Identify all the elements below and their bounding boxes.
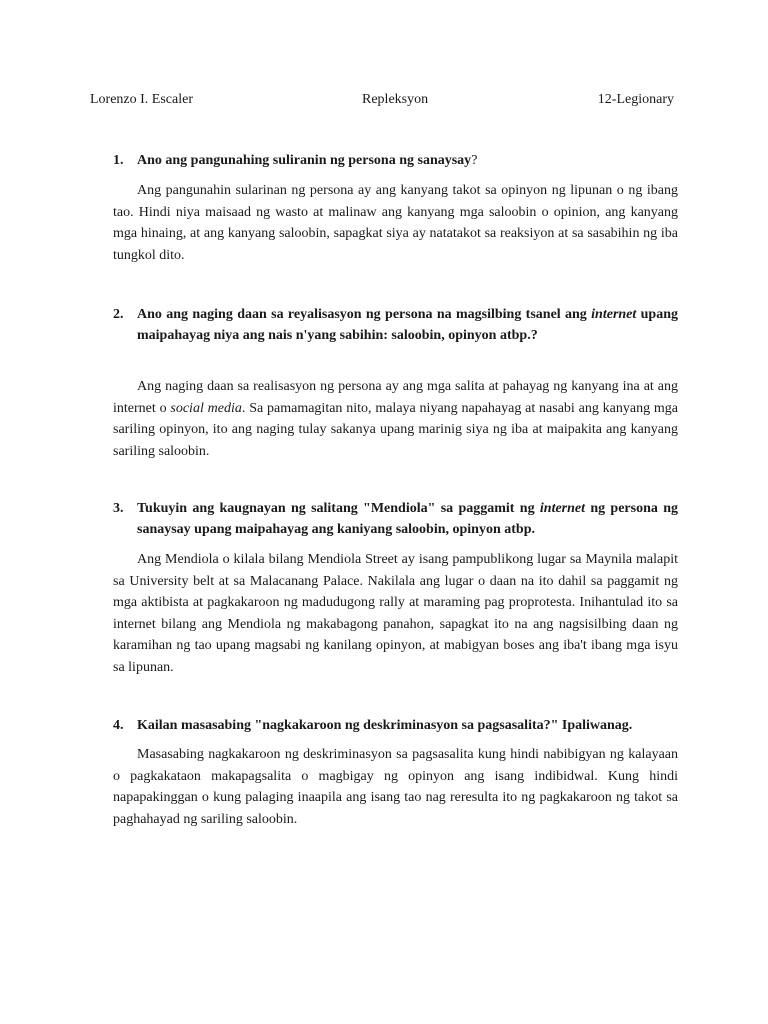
answer-4: Masasabing nagkakaroon ng deskriminasyon sa pagsasalita kung hindi nabibigyan ng kalayaan o pagkakataon makapagsalita o magbigay ng opinyon ang isang indibidwal. Kung hindi napapakinggan o kung palaging inaapila ang isang tao nag reresulta ito ng pagkakaroon ng takot sa paghahayad ng sariling saloobin. bbox=[113, 747, 678, 827]
question-4-text: Kailan masasabing "nagkakaroon ng deskriminasyon sa pagsasalita?" Ipaliwanag. bbox=[137, 718, 633, 733]
author-name: Lorenzo I. Escaler bbox=[90, 92, 193, 107]
question-2-text-b: upang maipahayag niya ang nais n'yang sabihin: saloobin, opinyon atbp.? bbox=[137, 307, 679, 343]
question-1-number: 1. bbox=[113, 153, 124, 168]
section-name: 12-Legionary bbox=[597, 92, 674, 107]
question-3-number: 3. bbox=[113, 501, 124, 516]
question-4-number: 4. bbox=[113, 718, 124, 733]
question-1 bbox=[113, 150, 678, 171]
question-2-text-em: internet bbox=[591, 307, 637, 322]
question-3-text-a: Tukuyin ang kaugnayan ng salitang "Mendiola" sa paggamit ng bbox=[137, 501, 540, 516]
answer-2-a: Ang naging daan sa realisasyon ng persona ay ang mga salita at pahayag ng kanyang ina at ang internet o bbox=[113, 379, 678, 416]
question-1-text bbox=[137, 150, 678, 171]
question-2-text-a: Ano ang naging daan sa reyalisasyon ng persona na magsilbing tsanel ang bbox=[137, 307, 592, 322]
question-2-number: 2. bbox=[113, 307, 124, 322]
question-3-text bbox=[137, 498, 678, 540]
question-3-text-b: ng persona ng sanaysay upang maipahayag ang kaniyang saloobin, opinyon atbp. bbox=[137, 501, 678, 537]
answer-1: Ang pangunahin sularinan ng persona ay ang kanyang takot sa opinyon ng lipunan o ng ibang tao. Hindi niya maisaad ng wasto at malinaw ang kanyang mga saloobin o opinion, ang kanyang mga hinaing, at ang kanyang saloobin, sapagkat siya ay natatakot sa reaksiyon at sa sasabihin ng iba tungkol dito. bbox=[113, 183, 678, 263]
document-title: Repleksyon bbox=[362, 92, 429, 107]
answer-2-em: social media bbox=[170, 400, 242, 416]
answer-2 bbox=[113, 376, 678, 462]
question-4 bbox=[113, 715, 678, 736]
question-2 bbox=[113, 304, 678, 346]
question-1-mark: ? bbox=[471, 153, 478, 168]
question-3 bbox=[113, 498, 678, 540]
question-3-text-em: internet bbox=[539, 501, 586, 516]
question-2-text bbox=[137, 304, 678, 346]
question-1-text-main: Ano ang pangunahing suliranin ng persona ng sanaysay bbox=[137, 153, 472, 168]
answer-3: Ang Mendiola o kilala bilang Mendiola Street ay isang pampublikong lugar sa Maynila malapit sa University belt at sa Malacanang Palace. Nakilala ang lugar o daan na ito dahil sa paggamit ng mga aktibista at pagkakaroon ng madudugong rally at maraming pag proprotesta. Inihantulad ito sa internet bilang ang Mendiola ng makabagong panahon, sapagkat ito na ang nagsisilbing daan ng karamihan ng tao upang magsabi ng kanilang opinyon, at mabigyan boses ang iba't ibang mga isyu sa lipunan. bbox=[113, 552, 678, 675]
document-header bbox=[90, 92, 674, 112]
answer-2-b: . Sa pamamagitan nito, malaya niyang napahayag at nasabi ang kanyang mga sariling opinyon, ito ang naging tulay sakanya upang marinig siya ng iba at maipakita ang kanyang sariling saloobin. bbox=[113, 400, 679, 459]
